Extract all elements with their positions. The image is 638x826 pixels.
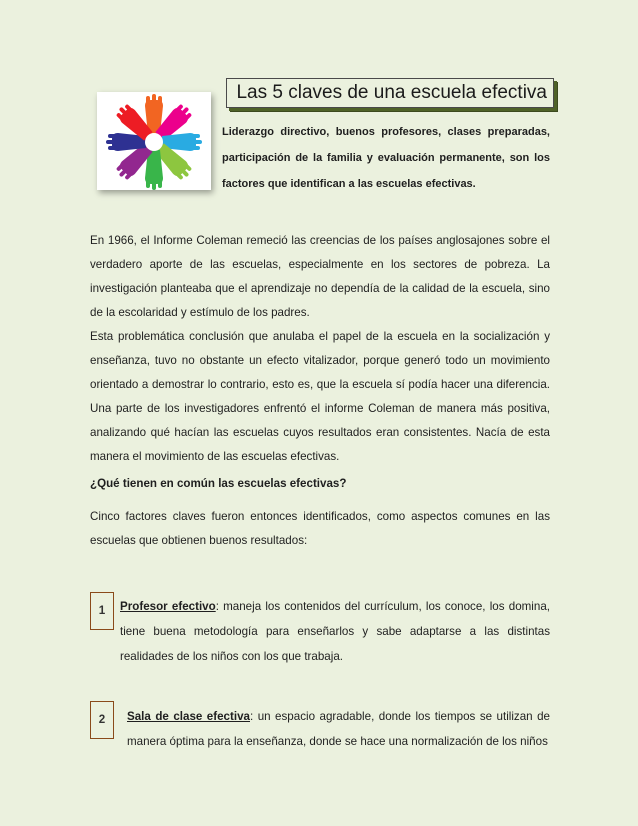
- paragraph-effective-schools: Esta problemática conclusión que anulaba el papel de la escuela en la socialización y enseñanza, tuvo no obstante un efecto vitalizador, porque generó todo un movimiento orientado a demostrar lo contrario, esto es, que la escuela sí podía hacer una diferencia. Una parte de los investigadores enfrentó el informe Coleman de manera más positiva, analizando qué hacían las escuelas cuyos resultados eran consistentes. Nacía de esta manera el movimiento de las escuelas efectivas.: [90, 330, 550, 463]
- item-description: : un espacio agradable, donde los tiempos se utilizan de manera óptima para la enseñanza, donde se hace una normalización de los niños: [127, 710, 550, 748]
- item-description: : maneja los contenidos del currículum, los conoce, los domina, tiene buena metodología para enseñarlos y sabe adaptarse a las distintas realidades de los niños con los que trabaja.: [120, 600, 550, 663]
- item-title: Sala de clase efectiva: [127, 710, 250, 723]
- paragraph-five-factors: Cinco factores claves fueron entonces identificados, como aspectos comunes en las escuelas que obtienen buenos resultados:: [90, 510, 550, 547]
- title-box: [226, 78, 554, 108]
- intro-summary: Liderazgo directivo, buenos profesores, clases preparadas, participación de la familia y evaluación permanente, son los factores que identifican a las escuelas efectivas.: [222, 126, 550, 190]
- list-item: [127, 704, 550, 754]
- list-item: [120, 594, 550, 669]
- item-number-box: 2: [90, 701, 114, 739]
- section-heading: ¿Qué tienen en común las escuelas efectivas?: [90, 477, 347, 490]
- paragraph-coleman: En 1966, el Informe Coleman remeció las creencias de los países anglosajones sobre el verdadero aporte de las escuelas, especialmente en los sectores de pobreza. La investigación planteaba que el aprendizaje no dependía de la calidad de la escuela, sino de la escolaridad y estímulo de los padres.: [90, 234, 550, 319]
- colorful-hands-circle-icon: [97, 92, 211, 190]
- item-title: Profesor efectivo: [120, 600, 216, 613]
- item-number-box: 1: [90, 592, 114, 630]
- document-title: Las 5 claves de una escuela efectiva: [236, 82, 547, 103]
